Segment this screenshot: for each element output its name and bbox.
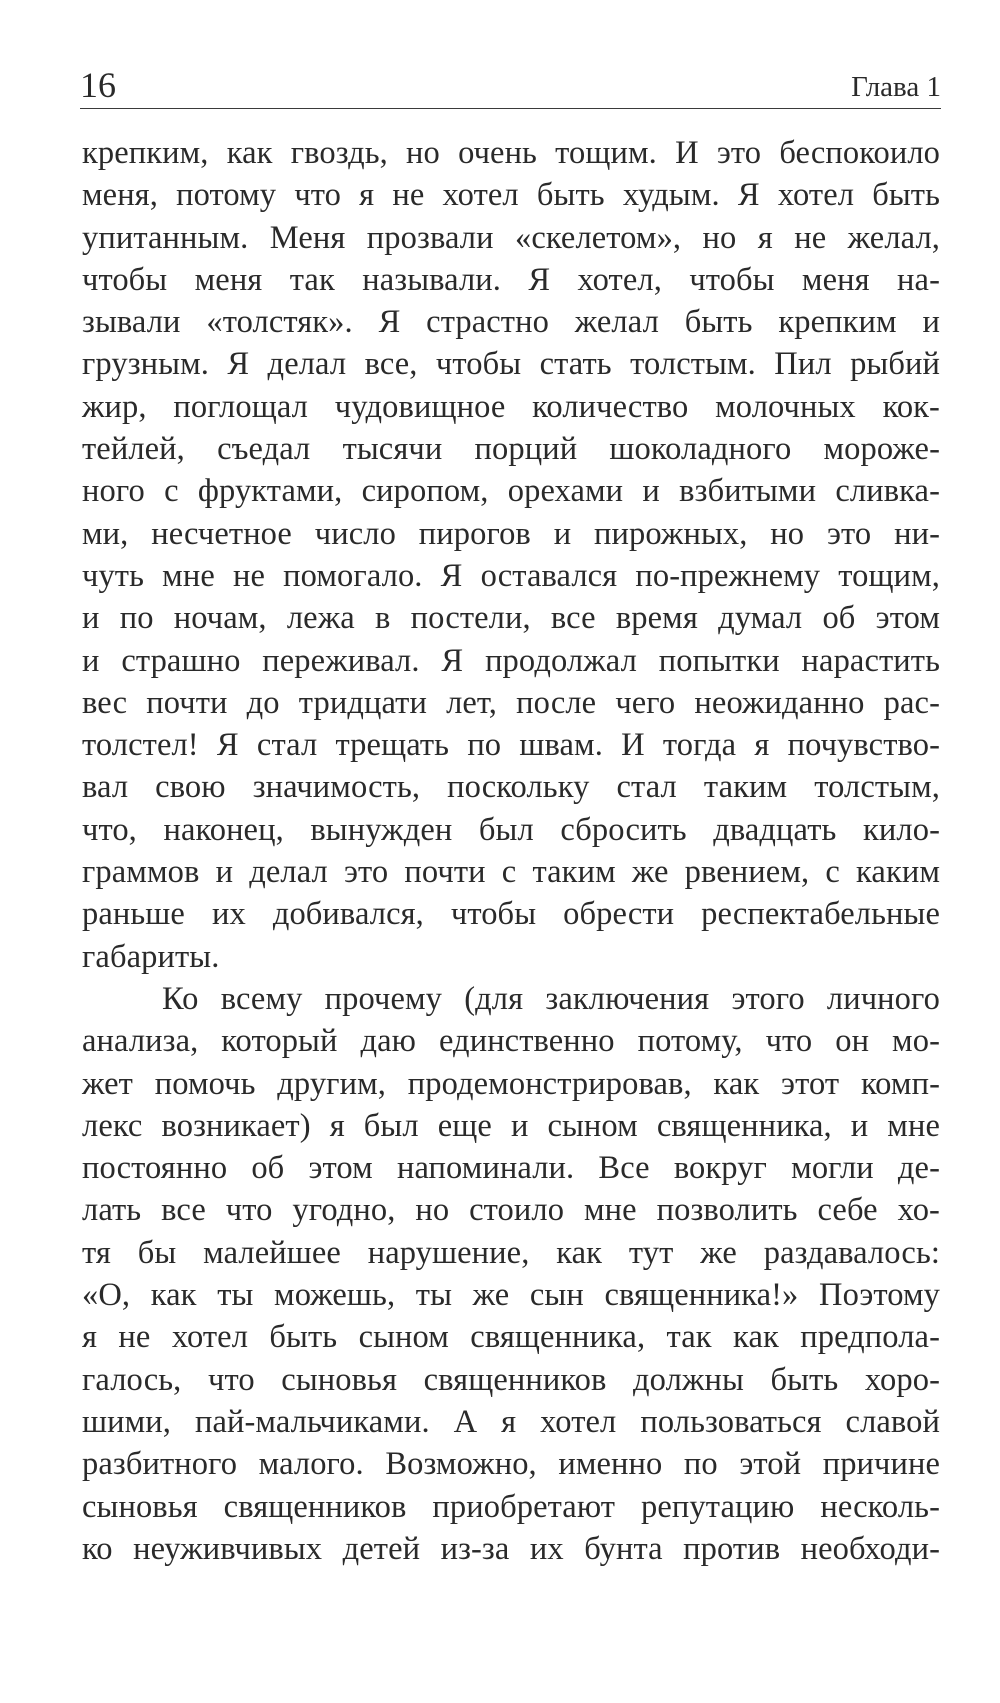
text-line: разбитного малого. Возможно, именно по этой причине: [82, 1446, 940, 1483]
text-line: шими, пай-мальчиками. А я хотел пользоваться славой: [82, 1403, 940, 1440]
text-line: и по ночам, лежа в постели, все время думал об этом: [82, 600, 940, 637]
body-text: [82, 132, 940, 1570]
text-line: вал свою значимость, поскольку стал таким толстым,: [82, 769, 940, 806]
text-line: тя бы малейшее нарушение, как тут же раздавалось:: [82, 1234, 940, 1271]
text-line: чуть мне не помогало. Я оставался по-прежнему тощим,: [82, 557, 940, 594]
chapter-title: Глава 1: [851, 71, 941, 103]
text-line: тейлей, съедал тысячи порций шоколадного мороже-: [82, 431, 940, 468]
text-line: лекс возникает) я был еще и сыном священника, и мне: [82, 1107, 940, 1144]
text-line: ко неуживчивых детей из-за их бунта против необходи-: [82, 1530, 940, 1567]
text-line: «О, как ты можешь, ты же сын священника!» Поэтому: [82, 1277, 940, 1314]
text-line: ного с фруктами, сиропом, орехами и взбитыми сливка-: [82, 473, 940, 510]
text-line: раньше их добивался, чтобы обрести респектабельные: [82, 896, 940, 933]
text-line: меня, потому что я не хотел быть худым. Я хотел быть: [82, 177, 940, 214]
text-line: галось, что сыновья священников должны быть хоро-: [82, 1361, 940, 1398]
text-line-paragraph-start: Ко всему прочему (для заключения этого личного: [162, 980, 940, 1017]
text-line: жет помочь другим, продемонстрировав, как этот комп-: [82, 1065, 940, 1102]
text-line: чтобы меня так называли. Я хотел, чтобы меня на-: [82, 261, 940, 298]
page-number: 16: [80, 65, 116, 105]
text-line: сыновья священников приобретают репутацию несколь-: [82, 1488, 940, 1525]
text-line: и страшно переживал. Я продолжал попытки нарастить: [82, 642, 940, 679]
text-line: лать все что угодно, но стоило мне позволить себе хо-: [82, 1192, 940, 1229]
text-line: я не хотел быть сыном священника, так как предпола-: [82, 1319, 940, 1356]
running-header: [80, 62, 941, 109]
text-line: грузным. Я делал все, чтобы стать толстым. Пил рыбий: [82, 346, 940, 383]
text-line: упитанным. Меня прозвали «скелетом», но я не желал,: [82, 219, 940, 256]
text-line: что, наконец, вынужден был сбросить двадцать кило-: [82, 811, 940, 848]
text-line: граммов и делал это почти с таким же рвением, с каким: [82, 854, 940, 891]
text-line: крепким, как гвоздь, но очень тощим. И это беспокоило: [82, 135, 940, 171]
text-line-paragraph-end: габариты.: [82, 938, 220, 975]
text-line: анализа, который даю единственно потому, что он мо-: [82, 1023, 940, 1060]
text-line: толстел! Я стал трещать по швам. И тогда я почувство-: [82, 727, 940, 764]
text-line: ми, несчетное число пирогов и пирожных, но это ни-: [82, 515, 940, 552]
text-line: жир, поглощал чудовищное количество молочных кок-: [82, 388, 940, 425]
text-line: зывали «толстяк». Я страстно желал быть крепким и: [82, 304, 940, 341]
text-line: постоянно об этом напоминали. Все вокруг могли де-: [82, 1150, 940, 1187]
text-line: вес почти до тридцати лет, после чего неожиданно рас-: [82, 684, 940, 721]
